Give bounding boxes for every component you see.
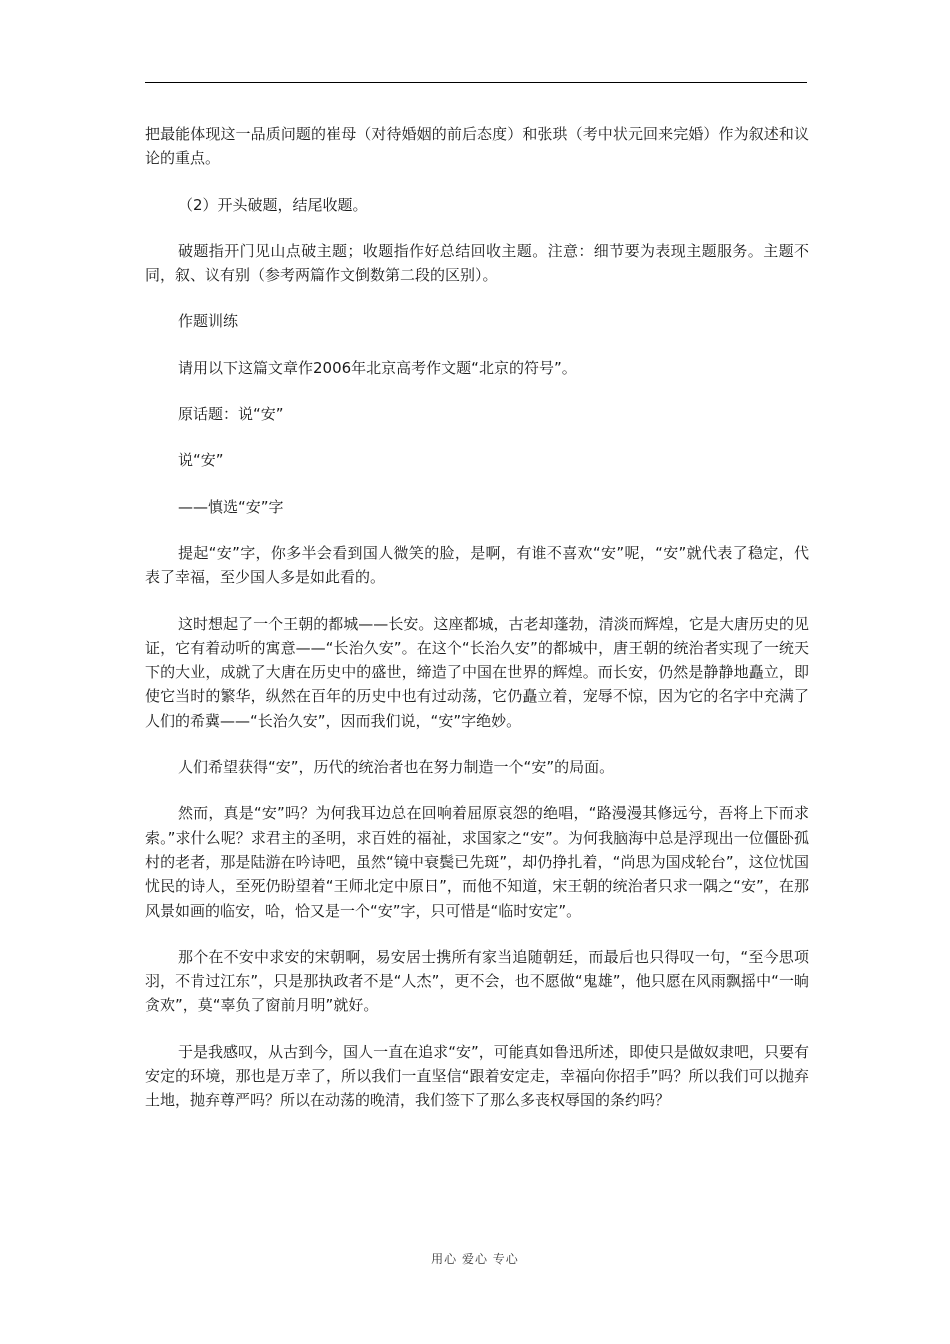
paragraph: 这时想起了一个王朝的都城——长安。这座都城，古老却蓬勃，清淡而辉煌，它是大唐历史的见证，它有着动听的寓意——“长治久安”。在这个“长治久安”的都城中，唐王朝的统治者实现了一统天下的大业，成就了大唐在历史中的盛世，缔造了中国在世界的辉煌。而长安，仍然是静静地矗立，即使它当时的繁华，纵然在百年的历史中也有过动荡，它仍矗立着，宠辱不惊，因为它的名字中充满了人们的希冀——“长治久安”，因而我们说，“安”字绝妙。 — [145, 614, 809, 730]
essay-subtitle: ——慎选“安”字 — [178, 497, 284, 516]
paragraph: 破题指开门见山点破主题；收题指作好总结回收主题。注意：细节要为表现主题服务。主题不同，叙、议有别（参考两篇作文倒数第二段的区别）。 — [145, 241, 809, 285]
paragraph: 人们希望获得“安”，历代的统治者也在努力制造一个“安”的局面。 — [178, 758, 615, 777]
paragraph: 那个在不安中求安的宋朝啊，易安居士携所有家当追随朝廷，而最后也只得叹一句，“至今思项羽，不肯过江东”，只是那执政者不是“人杰”，更不会，也不愿做“鬼雄”，他只愿在风雨飘摇中“一晌贪欢”，莫“辜负了窗前月明”就好。 — [145, 947, 809, 1015]
paragraph: 把最能体现这一品质问题的崔母（对待婚姻的前后态度）和张珙（考中状元回来完婚）作为叙述和议论的重点。 — [145, 125, 809, 168]
paragraph: 原话题：说“安” — [178, 405, 284, 424]
header-rule — [145, 82, 807, 83]
paragraph: 于是我感叹，从古到今，国人一直在追求“安”，可能真如鲁迅所述，即使只是做奴隶吧，只要有安定的环境，那也是万幸了，所以我们一直坚信“跟着安定走，幸福向你招手”吗？所以我们可以抛弃土地，抛弃尊严吗？所以在动荡的晚清，我们签下了那么多丧权辱国的条约吗？ — [145, 1042, 809, 1110]
page-footer: 用心 爱心 专心 — [431, 1252, 519, 1266]
paragraph: （2）开头破题，结尾收题。 — [178, 195, 368, 214]
essay-title: 说“安” — [178, 451, 224, 470]
paragraph: 然而，真是“安”吗？为何我耳边总在回响着屈原哀怨的绝唱，“路漫漫其修远兮，吾将上下而求索。”求什么呢？求君主的圣明，求百姓的福祉，求国家之“安”。为何我脑海中总是浮现出一位僵卧孤村的老者，那是陆游在吟诗吧，虽然“镜中衰鬓已先斑”，却仍挣扎着，“尚思为国戍轮台”，这位忧国忧民的诗人，至死仍盼望着“王师北定中原日”，而他不知道，宋王朝的统治者只求一隅之“安”，在那风景如画的临安，哈，恰又是一个“安”字，只可惜是“临时安定”。 — [145, 804, 809, 920]
paragraph: 提起“安”字，你多半会看到国人微笑的脸，是啊，有谁不喜欢“安”呢，“安”就代表了稳定，代表了幸福，至少国人多是如此看的。 — [145, 543, 809, 587]
document-body — [145, 122, 809, 1135]
section-heading: 作题训练 — [178, 312, 239, 331]
paragraph: 请用以下这篇文章作2006年北京高考作文题“北京的符号”。 — [178, 358, 577, 377]
